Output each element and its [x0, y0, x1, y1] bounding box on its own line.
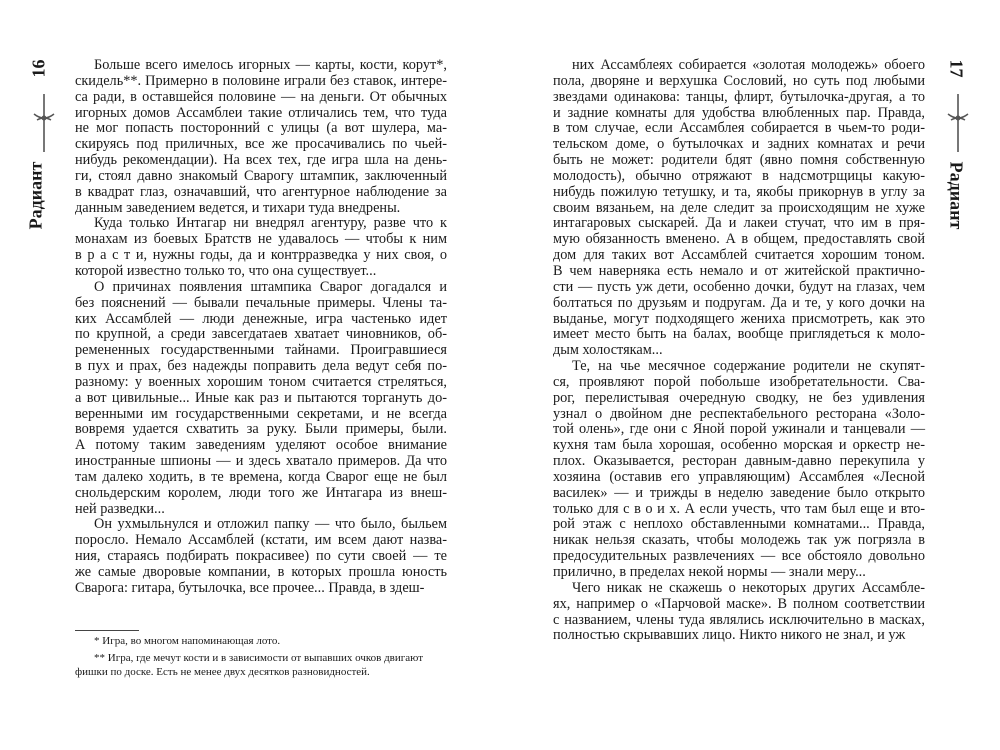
text-line: монахам из боевых Братств не удавалось — чтобы к ним: [75, 231, 447, 248]
text-line: той олень», где они с Яной порой ужинали и танцевали —: [553, 421, 925, 438]
text-line: плох. Оказывается, ресторан давным-давно перекупила у: [553, 453, 925, 470]
text-line: дом для таких вот Ассамблей считается хорошим тоном.: [553, 247, 925, 264]
body-text: [75, 58, 447, 597]
text-line: по крупной, а среди завсегдатаев хватает чиновников, об-: [75, 326, 447, 343]
text-line: О причинах появления штампика Сварог догадался и: [94, 278, 447, 295]
text-line: полностью скрывавших лицо. Никто никого не знал, и уж: [553, 627, 906, 644]
text-line: в квадрат глаз, означавший, что агентурное наблюдение за: [75, 183, 447, 200]
text-line: ги, стоял давно знакомый Сварогу штампик, заключенный: [75, 167, 447, 184]
text-line: игорных домов Ассамблеи такие отличались тем, что туда: [75, 104, 447, 121]
text-line: рог, перелистывая очередную сводку, не без удивления: [553, 389, 925, 406]
text-line: никак нельзя сказать, чтобы молодежь так уж погрязла в: [553, 532, 925, 549]
text-line: В чем наверняка есть немало и от житейской практично-: [553, 262, 925, 279]
text-line: там далеко ходить, в те времена, когда Сварог еще не был: [75, 468, 447, 485]
footnote: * Игра, во многом напоминающая лото.: [94, 635, 281, 647]
text-line: вовремя удается схватить за руку. Были примеры, были.: [75, 421, 447, 438]
text-line: звездами одинакова: танцы, флирт, бутылочка-другая, а то: [553, 88, 925, 105]
text-line: Сварога: гитара, бутылочка, все прочее... Правда, в здеш-: [75, 579, 425, 596]
text-line: веренными им государственными секретами, и не всегда: [75, 405, 447, 422]
footnote: ** Игра, где мечут кости и в зависимости от выпавших очков двигают фишки по доске. Есть не менее двух десятков разновидностей.: [75, 652, 424, 678]
text-line: Больше всего имелось игорных — карты, кости, корут*,: [94, 57, 447, 73]
text-line: только для с в о и х. А если учесть, что там был еще и вто-: [553, 500, 925, 517]
text-line: Те, на чье месячное содержание родители не скупят-: [572, 358, 925, 375]
text-line: дым холостякам...: [553, 342, 663, 359]
text-line: кухня там была хорошая, особенно морская и оркестр не-: [553, 437, 925, 454]
text-line: имеет место быть на балах, вообще приглядеться к моло-: [553, 326, 925, 343]
text-line: са ради, в оставшейся половине — на деньги. От обычных: [75, 88, 447, 105]
text-line: не мог попасть посторонний с улицы (а вот шулера, ма-: [75, 120, 447, 137]
text-line: молодость), обычно отряжают в надсмотрщицы какую-: [553, 167, 925, 184]
text-line: ких Ассамблей — люди денежные, игра частенько идет: [75, 310, 447, 327]
text-line: нибудь пожилую тетушку, и та, якобы прикорнув в углу за: [553, 183, 925, 200]
text-line: скируясь под приличных, все же просачивались по чьей-: [75, 136, 447, 153]
text-line: василек» — и трижды в неделю заведение было открыто: [553, 484, 925, 501]
text-line: них Ассамблеях собирается «золотая молодежь» обоего: [572, 57, 925, 73]
text-line: в том случае, если Ассамблея собирается в чьем-то роди-: [553, 120, 925, 137]
text-line: хозяина (оставив его управляющим) Ассамблея «Лесной: [553, 468, 925, 485]
text-line: прилично, в пределах некой нормы — знали меру...: [553, 564, 866, 580]
body-text: [553, 58, 925, 644]
text-line: нибудь рекомендации). На всех тех, где игра шла на день-: [75, 152, 447, 169]
text-line: А потому таким заведениям уделяют особое внимание: [75, 437, 447, 454]
footnote-divider: [75, 630, 139, 631]
text-line: Он ухмыльнулся и отложил папку — что было, быльем: [94, 516, 447, 533]
text-line: выданье, могут подходящего жениха присмотреть, как это: [553, 310, 925, 327]
running-title: Радиант: [25, 161, 46, 230]
text-line: болтаться по друзьям и подругам. Да и те, у кого дочки на: [553, 294, 925, 311]
text-line: а вот цивильные... Иные как раз и пытаются торгануть до-: [75, 389, 447, 406]
text-line: ся, проявляют порой побольше изобретательности. Сва-: [553, 373, 925, 390]
text-line: тельском доме, о бутылочках и задних комнатах и речи: [553, 136, 925, 153]
text-line: разному: у военных хорошим тоном считается стреляться,: [75, 373, 447, 390]
text-line: интагаровых сыскарей. Да и лакеи стучат, что им в пря-: [553, 215, 925, 232]
text-line: мую обязанность вменено. А в общем, предоставлять свой: [553, 231, 925, 248]
running-title: Радиант: [946, 161, 967, 230]
text-line: которой известно только то, что она существует...: [75, 262, 377, 279]
text-line: и задние комнаты для удобства влюбленных пар. Правда,: [553, 104, 925, 121]
text-line: ния, стараясь подбирать покрасивее) по сути своей — те: [75, 548, 447, 565]
footnotes: [75, 634, 447, 682]
text-line: пола, дворяне и верхушка Сословий, но суть под любыми: [553, 72, 925, 89]
text-line: своим вязаньем, на деле следит за происходящим не хуже: [553, 199, 925, 216]
text-line: в пух и прах, без надежды поправить дела ведут себя по-: [75, 358, 447, 375]
text-line: Куда только Интагар ни внедрял агентуру, разве что к: [94, 215, 447, 232]
dagger-ornament-icon: [32, 92, 56, 154]
text-line: с названием, члены туда являлись исключительно в масках,: [553, 611, 925, 628]
text-line: ремененных государственными тайнами. Проигравшиеся: [75, 342, 447, 359]
text-line: сти — пусть уж дети, особенно дочки, будут на глазах, чем: [553, 278, 925, 295]
text-line: узнал о двойном дне респектабельного ресторана «Золо-: [553, 405, 925, 422]
dagger-ornament-icon: [946, 92, 970, 154]
text-line: поросло. Немало Ассамблей (кстати, им всем дают назва-: [75, 532, 447, 549]
text-line: без пояснений — бывали печальные примеры. Члены та-: [75, 294, 447, 311]
text-line: Чего никак не скажешь о некоторых других Ассамбле-: [572, 579, 925, 596]
page-number: 17: [946, 59, 967, 78]
text-line: ней разведки...: [75, 500, 165, 517]
text-line: ях, например о «Парчовой маске». В полном соответствии: [553, 595, 925, 612]
text-line: предосудительных развлечениях — все обстояло довольно: [553, 548, 925, 565]
text-line: скидель**. Примерно в половине играли без ставок, интере-: [75, 72, 447, 89]
text-line: рой этаж с неплохо обставленными комнатами... Правда,: [553, 516, 925, 533]
text-line: снольдерским королем, люди того же Интагара из внеш-: [75, 484, 447, 501]
text-line: иностранные шпионы — и здесь хватало примеров. Да что: [75, 453, 447, 470]
text-line: в р а с т и, нужны годы, да и контрразведка у них своя, о: [75, 247, 447, 264]
text-line: быть не может: родители бдят (явно помня собственную: [553, 152, 925, 169]
page-number: 16: [28, 59, 49, 78]
text-line: данным заведением ведется, и тихари туда внедрены.: [75, 199, 401, 216]
text-line: же самые дворовые компании, в которых прошла юность: [75, 564, 447, 580]
